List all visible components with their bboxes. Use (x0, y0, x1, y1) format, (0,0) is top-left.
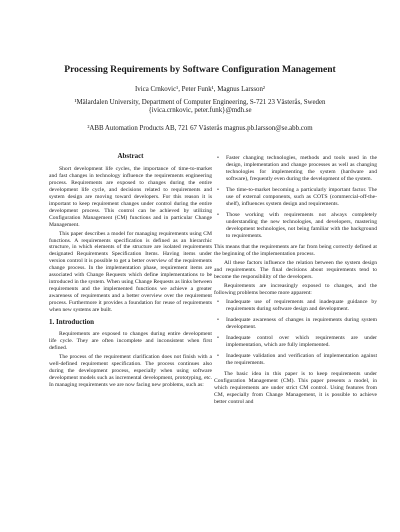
list-item-text: Inadequate control over which requirements are under implementation, which are fully implemented. (226, 334, 377, 348)
list-item-text: Inadequate use of requirements and inadequate guidance by requirements during software design and development. (226, 299, 377, 313)
right-paragraph-3: Requirements are increasingly exposed to changes, and the following problems become more apparent: (214, 283, 377, 297)
list-item-text: The time-to-market becoming a particularly important factor. The use of external components, such as COTS (commercial-off-the-shelf), influences system design and requirements. (226, 186, 377, 207)
list-item (214, 212, 377, 240)
list-item-text: Inadequate validation and verification of implementation against the requirements. (226, 352, 377, 366)
right-paragraph-4: The basic idea in this paper is to keep requirements under Configuration Management (CM). This paper presents a model, in which requirements are under strict CM control. Using features from CM, especially from Change Management, it is possible to achieve better control and (214, 370, 377, 405)
affiliation-1-institution: ¹Mälardalen University, Department of Computer Engineering, S-721 23 Västerås, Sweden (74, 99, 326, 106)
paper-title: Processing Requirements by Software Configuration Management (64, 64, 336, 75)
bullet-icon: • (217, 155, 219, 161)
affiliation-2: ²ABB Automation Products AB, 721 67 Västerås magnus.pb.larsson@se.abb.com (87, 125, 313, 132)
author-list: Ivica Crnkovic¹, Peter Funk¹, Magnus Larsson² (134, 86, 266, 93)
intro-paragraph-1: Requirements are exposed to changes during entire development life cycle. They are often incomplete and inconsistent when first defined. (49, 331, 212, 351)
bullet-icon: • (217, 334, 219, 341)
list-item (214, 155, 377, 183)
list-item-text: Those working with requirements not always completely understanding the new technologies, and developers, mastering development technologies, not being familiar with the background to requirements. (226, 211, 377, 239)
affiliation-1-emails: {ivica.crnkovic, peter.funk}@mdh.se (148, 107, 252, 115)
right-paragraph-1: This means that the requirements are far from being correctly defined at the beginning of the implementation process. (214, 244, 377, 258)
list-item (214, 353, 377, 367)
list-item-text: Faster changing technologies, methods and tools used in the design, implementation and change processes as well as changing technologies for implementing the system (hardware and software), frequently even during the development of the system. (226, 155, 377, 182)
left-column (49, 152, 212, 391)
bullet-icon: • (217, 352, 219, 359)
abstract-heading: Abstract (117, 152, 144, 160)
list-item (214, 299, 377, 313)
intro-paragraph-2: The process of the requirement clarification does not finish with a well-defined requirement specification. The process continues also during the development process, especially when using software development models such as incremental development, prototyping, etc. In managing requirements we are now facing new problems, such as: (49, 353, 212, 388)
abstract-paragraph-2: This paper describes a model for managing requirements using CM functions. A requirements specification is defined as an hierarchic structure, in which elements of the structure are isolated requirements designated Requirements Specification Items. Having items under version control it is possible to get a better overview of the requirements change process. In the implementation phase, requirement items are associated with Change Requests which define implementations to be introduced in the system. When using Change Requests as links between requirements and the implemented functions we achieve a greater awareness of requirements and a better overview over the requirement process. Furthermore it provides a foundation for reuse of requirements when new systems are built. (49, 230, 212, 314)
list-item (214, 187, 377, 208)
bullet-icon: • (217, 186, 219, 193)
problem-list-2 (214, 299, 377, 367)
introduction-heading: 1. Introduction (49, 318, 94, 327)
bullet-icon: • (217, 317, 219, 324)
list-item (214, 317, 377, 331)
affiliation-1 (20, 99, 380, 116)
problem-list-1 (214, 155, 377, 239)
abstract-paragraph-1: Short development life cycles, the importance of time-to-market and fast changes in technology influence the requirements engineering process. Requirements are exposed to changes during the entire development life cycle, and decisions related to requirements and system design are moving toward developers. For this reason it is important to keep requirement changes under control during the entire development process. This control can be achieved by utilizing Configuration Management (CM) functions and in particular Change Management. (49, 166, 212, 228)
list-item-text: Inadequate awareness of changes in requirements during system development. (226, 317, 377, 331)
right-column (214, 155, 377, 408)
bullet-icon: • (217, 211, 219, 218)
bullet-icon: • (217, 299, 219, 306)
list-item (214, 335, 377, 349)
right-paragraph-2: All these factors influence the relation between the system design and requirements. The final decisions about requirements tend to become the responsibility of the developers. (214, 260, 377, 281)
